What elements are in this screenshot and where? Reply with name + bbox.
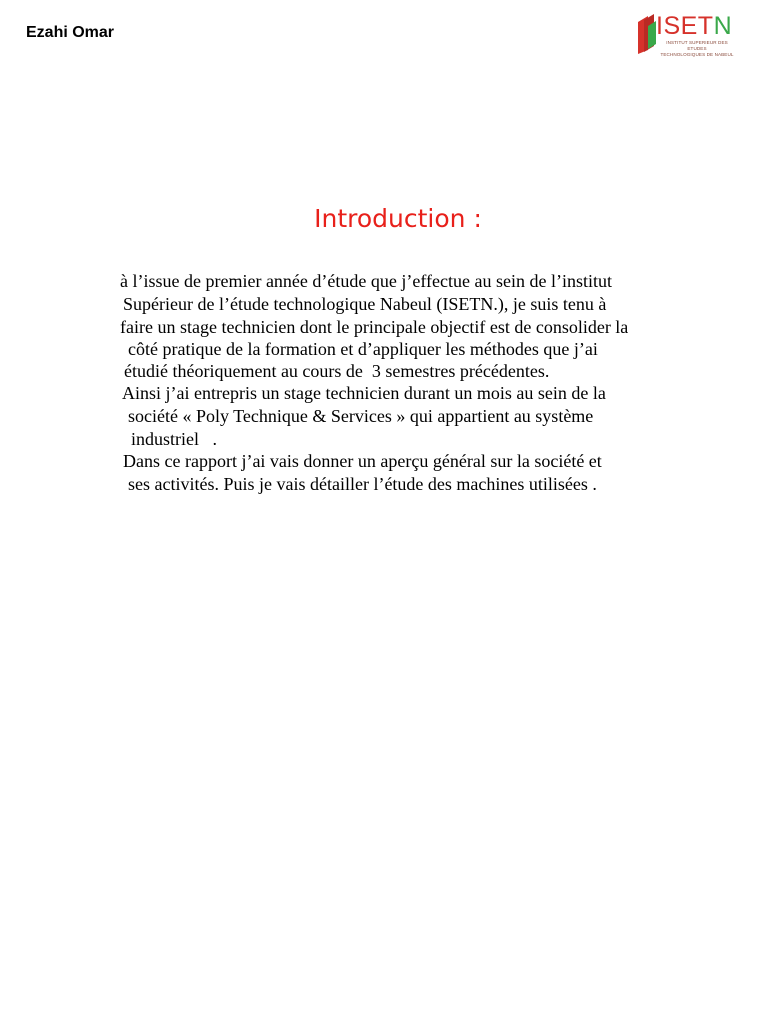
isetn-logo bbox=[634, 12, 734, 57]
body-line: industriel . bbox=[131, 429, 217, 449]
logo-word-n: N bbox=[713, 12, 733, 40]
logo-subtitle-line-1: INSTITUT SUPERIEUR DES ETUDES bbox=[666, 40, 728, 51]
logo-subtitle-line-2: TECHNOLOGIQUES DE NABEUL bbox=[660, 52, 734, 57]
body-line: Ainsi j’ai entrepris un stage technicien durant un mois au sein de la bbox=[122, 383, 606, 403]
section-title: Introduction : bbox=[314, 204, 482, 233]
body-line: ses activités. Puis je vais détailler l’étude des machines utilisées . bbox=[128, 474, 597, 494]
body-line: Dans ce rapport j’ai vais donner un aperçu général sur la société et bbox=[123, 451, 602, 471]
body-line: à l’issue de premier année d’étude que j’effectue au sein de l’institut bbox=[120, 271, 612, 291]
body-line: société « Poly Technique & Services » qui appartient au système bbox=[128, 406, 594, 426]
logo-subtitle bbox=[660, 40, 734, 58]
body-line: étudié théoriquement au cours de 3 semestres précédentes. bbox=[124, 361, 550, 381]
body-line: côté pratique de la formation et d’appliquer les méthodes que j’ai bbox=[128, 339, 598, 359]
logo-wordmark bbox=[656, 12, 732, 40]
author-name: Ezahi Omar bbox=[26, 24, 115, 41]
body-line: Supérieur de l’étude technologique Nabeul (ISETN.), je suis tenu à bbox=[123, 294, 607, 314]
body-line: faire un stage technicien dont le principale objectif est de consolider la bbox=[120, 317, 629, 337]
logo-word-iset: ISET bbox=[656, 12, 714, 40]
